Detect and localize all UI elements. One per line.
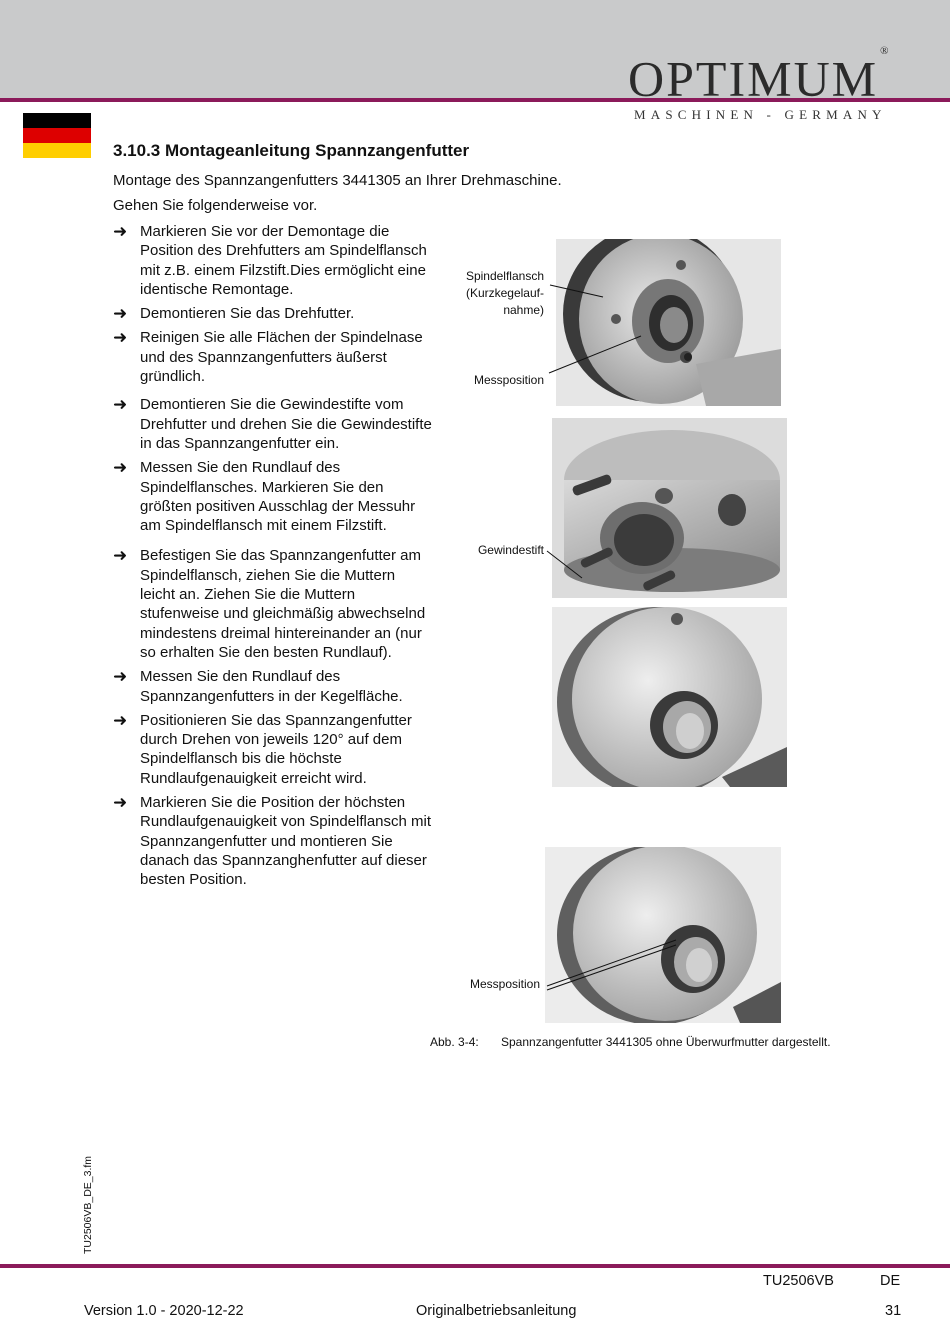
section-heading: 3.10.3 Montageanleitung Spannzangenfutter (113, 141, 470, 160)
step-text: Befestigen Sie das Spannzangenfutter am Spindelflansch, ziehen Sie die Muttern leicht an. Ziehen Sie die Muttern stufenweise und gleichmäßig abwechselnd mindestens dreimal hintereinander an (nur so erhalten Sie den besten Rundlauf). (140, 547, 426, 661)
file-name-margin: TU2506VB_DE_3.fm (82, 1155, 94, 1254)
step-text: Demontieren Sie das Drehfutter. (140, 305, 355, 323)
step-text: Markieren Sie die Position der höchsten Rundlaufgenauigkeit von Spindelflansch mit Spannzangenfutter und montieren Sie danach das Spannzanghenfutter auf dieser besten Position. (140, 794, 432, 889)
arrow-icon: ➜ (113, 546, 128, 566)
footer-model: TU2506VB (763, 1273, 834, 1289)
step-text: Messen Sie den Rundlauf des Spannzangenfutters in der Kegelfläche. (140, 668, 403, 705)
label-spindle-flange (444, 268, 544, 319)
arrow-icon: ➜ (113, 222, 128, 241)
label-set-screw: Gewindestift (477, 543, 544, 557)
page-number: 31 (885, 1303, 902, 1319)
arrow-icon: ➜ (113, 710, 128, 730)
footer-rule (0, 1264, 950, 1268)
figure-number: Abb. 3-4: (430, 1035, 479, 1049)
arrow-icon: ➜ (113, 458, 128, 478)
intro-line: Montage des Spannzangenfutters 3441305 an Ihrer Drehmaschine. (113, 172, 562, 189)
arrow-icon: ➜ (113, 667, 128, 687)
arrow-icon: ➜ (113, 304, 128, 324)
arrow-icon: ➜ (113, 395, 128, 415)
label-measuring-position: Messposition (469, 977, 540, 991)
label-measuring-position: Messposition (473, 373, 544, 387)
label-line: Spindelflansch (465, 269, 544, 283)
label-line: (Kurzkegelauf- (465, 286, 544, 300)
figure-caption: Spannzangenfutter 3441305 ohne Überwurfmutter dargestellt. (501, 1035, 831, 1049)
arrow-icon: ➜ (113, 793, 128, 813)
logo-text: OPTIMUM (628, 50, 879, 107)
step-text: Positionieren Sie das Spannzangenfutter durch Drehen von jeweils 120° auf dem Spindelflansch bis die höchste Rundlaufgenauigkeit erreicht wird. (140, 711, 412, 787)
label-line: nahme) (503, 303, 544, 317)
step-text: Demontieren Sie die Gewindestifte vom Drehfutter und drehen Sie die Gewindestifte in das Spannzangenfutter ein. (140, 396, 432, 452)
intro-line: Gehen Sie folgenderweise vor. (113, 197, 318, 214)
logo-subtitle: MASCHINEN - GERMANY (634, 107, 887, 122)
step-text: Messen Sie den Rundlauf des Spindelflansches. Markieren Sie den größten positiven Ausschlag der Messuhr am Spindelflansch mit einem Filzstift. (140, 459, 416, 535)
footer-language: DE (880, 1273, 901, 1289)
step-text: Markieren Sie vor der Demontage die Position des Drehfutters am Spindelflansch mit z.B. einem Filzstift.Dies ermöglicht eine identische Remontage. (140, 223, 427, 298)
footer-version: Version 1.0 - 2020-12-22 (84, 1303, 244, 1319)
step-text: Reinigen Sie alle Flächen der Spindelnase und des Spannzangenfutters äußerst gründlich. (140, 329, 423, 386)
arrow-icon: ➜ (113, 328, 128, 348)
logo-registered-mark: ® (880, 45, 891, 57)
footer-doc-type: Originalbetriebsanleitung (416, 1303, 577, 1319)
